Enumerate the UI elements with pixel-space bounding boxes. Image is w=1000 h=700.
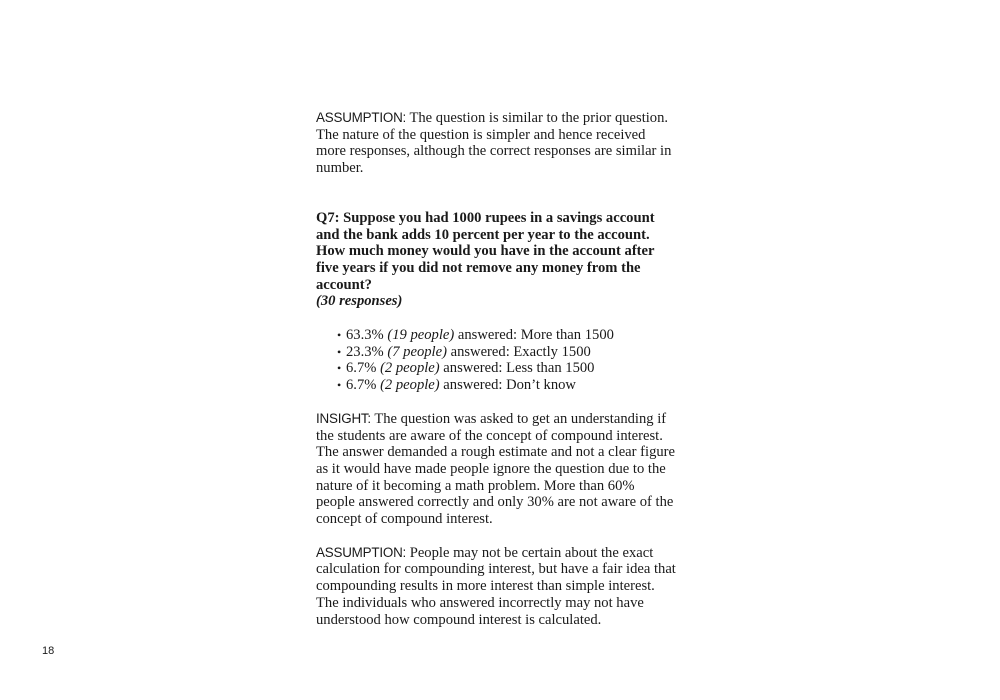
insight-label: INSIGHT: — [316, 410, 371, 426]
assumption-text: The question is similar to the prior question. The nature of the question is simpler and hence received more responses, although the correct responses are similar in number. — [316, 110, 672, 177]
assumption-label: ASSUMPTION: — [316, 110, 407, 125]
answer-percent: 6.7% — [346, 360, 377, 377]
answer-percent: 6.7% — [346, 377, 377, 394]
page-content — [316, 110, 676, 628]
answer-text: answered: Don’t know — [439, 377, 576, 394]
bullet-icon: • — [337, 361, 342, 376]
assumption-text: People may not be certain about the exact calculation for compounding interest, but have a fair idea that compounding results in more interest than simple interest. The individuals who answered incorrectly may not have understood how compound interest is calculated. — [316, 544, 676, 628]
answer-percent: 23.3% — [346, 343, 384, 360]
answer-text: answered: More than 1500 — [454, 327, 614, 344]
answer-list — [316, 327, 676, 394]
list-item — [337, 327, 676, 344]
bullet-icon: • — [337, 378, 342, 393]
assumption-label: ASSUMPTION: — [316, 544, 407, 560]
answer-people: (7 people) — [387, 343, 447, 360]
assumption-paragraph-2 — [316, 545, 676, 629]
answer-people: (2 people) — [380, 377, 440, 394]
answer-people: (2 people) — [380, 360, 440, 377]
bullet-icon: • — [337, 328, 342, 343]
answer-percent: 63.3% — [346, 327, 384, 344]
list-item — [337, 377, 676, 394]
list-item — [337, 360, 676, 377]
bullet-icon: • — [337, 344, 342, 359]
answer-text: answered: Less than 1500 — [439, 360, 595, 377]
question-response-count: (30 responses) — [316, 293, 403, 310]
answer-text: answered: Exactly 1500 — [446, 343, 591, 360]
question-paragraph — [316, 210, 676, 310]
insight-paragraph — [316, 411, 676, 528]
list-item — [337, 344, 676, 361]
page-number: 18 — [42, 645, 55, 657]
question-text: Q7: Suppose you had 1000 rupees in a savings account and the bank adds 10 percent per year to the account. How much money would you have in the account after five years if you did not remove any money from the account? — [316, 209, 655, 293]
answer-people: (19 people) — [387, 327, 455, 344]
insight-text: The question was asked to get an understanding if the students are aware of the concept of compound interest. The answer demanded a rough estimate and not a clear figure as it would have made people ignore the question due to the nature of it becoming a math problem. More than 60% people answered correctly and only 30% are not aware of the concept of compound interest. — [316, 410, 676, 528]
assumption-paragraph-1 — [316, 110, 676, 177]
